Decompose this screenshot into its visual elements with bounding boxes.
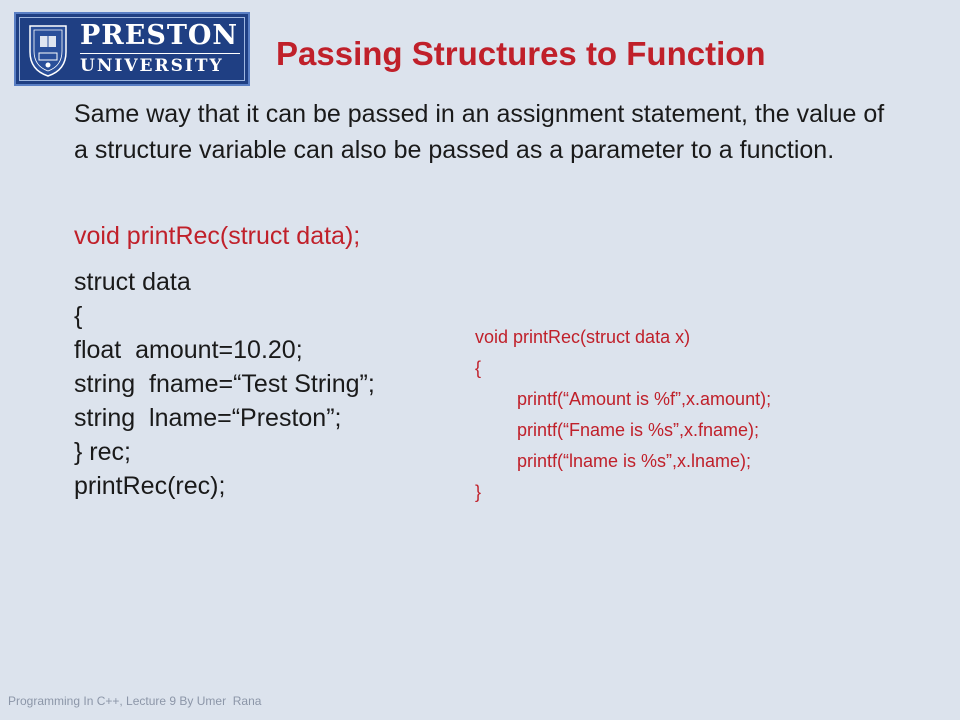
slide-footer: Programming In C++, Lecture 9 By Umer Rana — [8, 694, 262, 708]
code-line: printf(“Amount is %f”,x.amount); — [517, 389, 772, 409]
code-line: string fname=“Test String”; — [74, 370, 375, 398]
main-code-block — [74, 265, 375, 503]
university-logo — [14, 12, 250, 86]
logo-divider — [80, 53, 240, 54]
slide-title: Passing Structures to Function — [276, 35, 766, 72]
code-line: void printRec(struct data x) — [475, 327, 691, 347]
code-line: } — [475, 482, 482, 502]
function-code-block — [475, 322, 771, 508]
code-line: { — [74, 302, 83, 330]
logo-text-preston: PRESTON — [80, 20, 239, 51]
code-line: printf(“lname is %s”,x.lname); — [517, 451, 752, 471]
function-prototype: void printRec(struct data); — [74, 222, 361, 250]
logo-text-university: UNIVERSITY — [80, 56, 224, 76]
crest-icon — [26, 22, 70, 78]
code-line: printf(“Fname is %s”,x.fname); — [517, 420, 760, 440]
code-line: string lname=“Preston”; — [74, 404, 342, 432]
code-line: } rec; — [74, 438, 131, 466]
code-line: { — [475, 358, 482, 378]
code-line: struct data — [74, 268, 191, 296]
code-line: float amount=10.20; — [74, 336, 303, 364]
intro-paragraph: Same way that it can be passed in an assignment statement, the value of a structure variable can also be passed as a parameter to a function. — [74, 100, 885, 164]
code-line: printRec(rec); — [74, 472, 226, 500]
